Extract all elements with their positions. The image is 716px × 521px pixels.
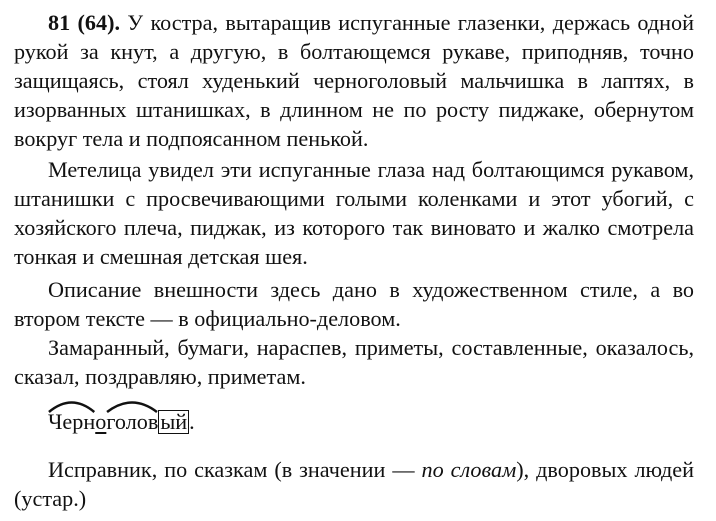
paragraph-2 <box>14 155 694 271</box>
paragraph-3-text: Описание внешности здесь дано в художественном стиле, а во втором тексте — в официально-деловом. <box>14 277 694 331</box>
paragraph-4-text: Замаранный, бумаги, нараспев, приметы, составленные, оказалось, сказал, поздравляю, приметам. <box>14 335 694 389</box>
paragraph-6-italic: по словам <box>421 457 517 482</box>
root-2: голов <box>106 407 158 436</box>
paragraph-6 <box>14 455 694 513</box>
paragraph-6-text-before: Исправник, по сказкам (в значении — <box>48 457 422 482</box>
exercise-number: 81 (64). <box>48 10 121 35</box>
paragraph-6-text-after: ), дворовых людей (устар.) <box>14 457 695 511</box>
linking-vowel: о <box>95 409 107 434</box>
exercise-81 <box>14 8 694 153</box>
word-period: . <box>189 409 195 434</box>
paragraph-2-text: Метелица увидел эти испуганные глаза над болтающимся рукавом, штанишки с просвечивающими голыми коленками и этот убогий, с хозяйского плеча, пиджак, из которого так виновато и жалко смотрела тонкая и смешная детская шея. <box>14 157 694 269</box>
ending-box: ый <box>160 409 188 434</box>
parsed-word <box>48 407 195 436</box>
paragraph-4 <box>14 333 694 391</box>
paragraph-3 <box>14 275 694 333</box>
morpheme-parse <box>48 397 228 437</box>
root-1: Черн <box>48 407 95 436</box>
exercise-text: У костра, вытаращив испуганные глазенки, держась одной рукой за кнут, а другую, в болтающемся рукаве, приподняв, точно защищаясь, стоял худенький черноголовый мальчишка в лаптях, в изорванных штанишках, в длинном не по росту пиджаке, обернутом вокруг тела и подпоясанном пенькой. <box>14 10 694 151</box>
